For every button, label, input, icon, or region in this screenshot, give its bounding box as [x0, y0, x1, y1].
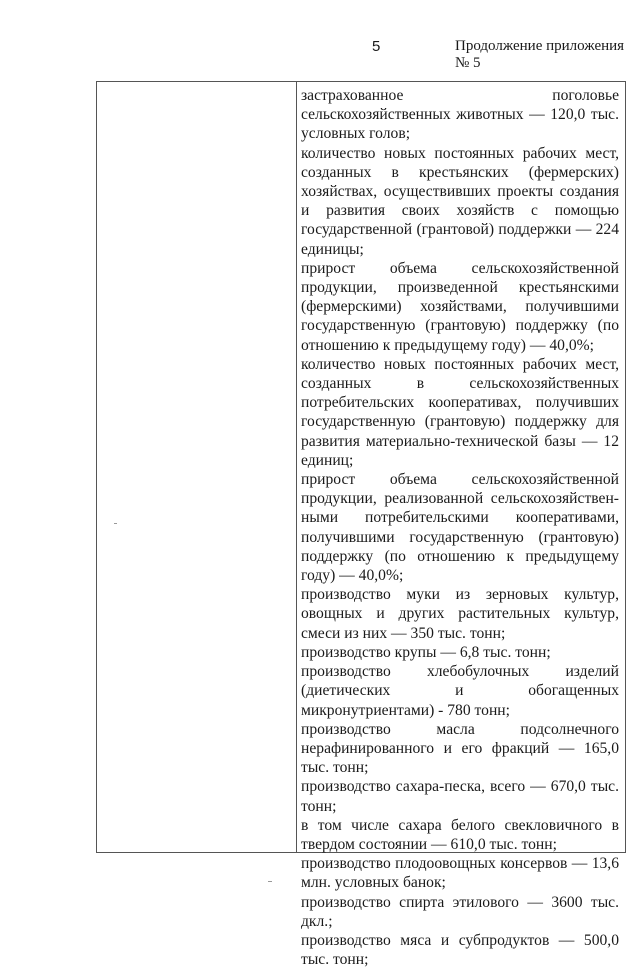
- scan-artifact: [114, 523, 117, 524]
- indicator-insured-livestock: застрахованное поголовье сельскохозяйственных животных — 120,0 тыс. условных голов;: [301, 87, 619, 143]
- indicator-groats-production: производство крупы — 6,8 тыс. тонн;: [301, 643, 551, 661]
- table-right-column: [297, 82, 625, 969]
- indicator-sunflower-oil-production: производство масла подсолнечного нерафинированного и его фракций — 165,0 тыс. тонн;: [301, 720, 619, 777]
- indicator-flour-production: производство муки из зерновых культур, овощных и других растительных культур, смеси из них — 350 тыс. тонн;: [301, 586, 619, 642]
- indicator-bakery-production: производство хлебобулочных изделий (диетических и обогащенных микронутриентами) - 780 тонн;: [301, 663, 619, 719]
- indicator-beet-sugar-production: в том числе сахара белого свекловичного в твердом состоянии — 610,0 тыс. тонн;: [301, 816, 619, 853]
- indicator-ethyl-alcohol: производство спирта этилового — 3600 тыс. дкл.;: [301, 893, 619, 930]
- indicator-coop-jobs: количество новых постоянных рабочих мест, созданных в сельскохозяйственных потребительских кооперативах, получивших государственную (грантовую) поддержку для развития материально-технической базы — 12 единиц;: [301, 355, 619, 469]
- indicators-table: [96, 81, 626, 969]
- indicator-canned-fruit-veg: производство плодоовощных консервов — 13,6 млн. условных банок;: [301, 855, 619, 892]
- page-number: 5: [372, 38, 381, 55]
- indicator-farm-jobs: количество новых постоянных рабочих мест, созданных в крестьянских (фермерских) хозяйствах, осуществивших проекты создания и развития своих хозяйств с помощью государственной (грантовой) поддержки — 224 единицы;: [301, 144, 619, 258]
- appendix-continuation-title: Продолжение приложения № 5: [455, 38, 625, 71]
- table-left-column: [97, 82, 297, 852]
- indicator-farm-output-growth: прирост объема сельскохозяйственной продукции, произведенной крестьянскими (фермерскими) хозяйствами, получившими государственную (грантовую) поддержку (по отношению к предыдущему году) — 40,0%;: [301, 259, 619, 354]
- indicator-meat-production: производство мяса и субпродуктов — 500,0 тыс. тонн;: [301, 931, 619, 969]
- scan-artifact: [268, 881, 272, 882]
- indicator-coop-output-growth: прирост объема сельскохозяйственной продукции, реализованной сельскохозяйствен-ными потребительскими кооперативами, получившими государственную (грантовую) поддержку (по отношению к предыдущему году) — 40,0%;: [301, 471, 619, 585]
- indicator-sugar-production: производство сахара-песка, всего — 670,0 тыс. тонн;: [301, 778, 619, 815]
